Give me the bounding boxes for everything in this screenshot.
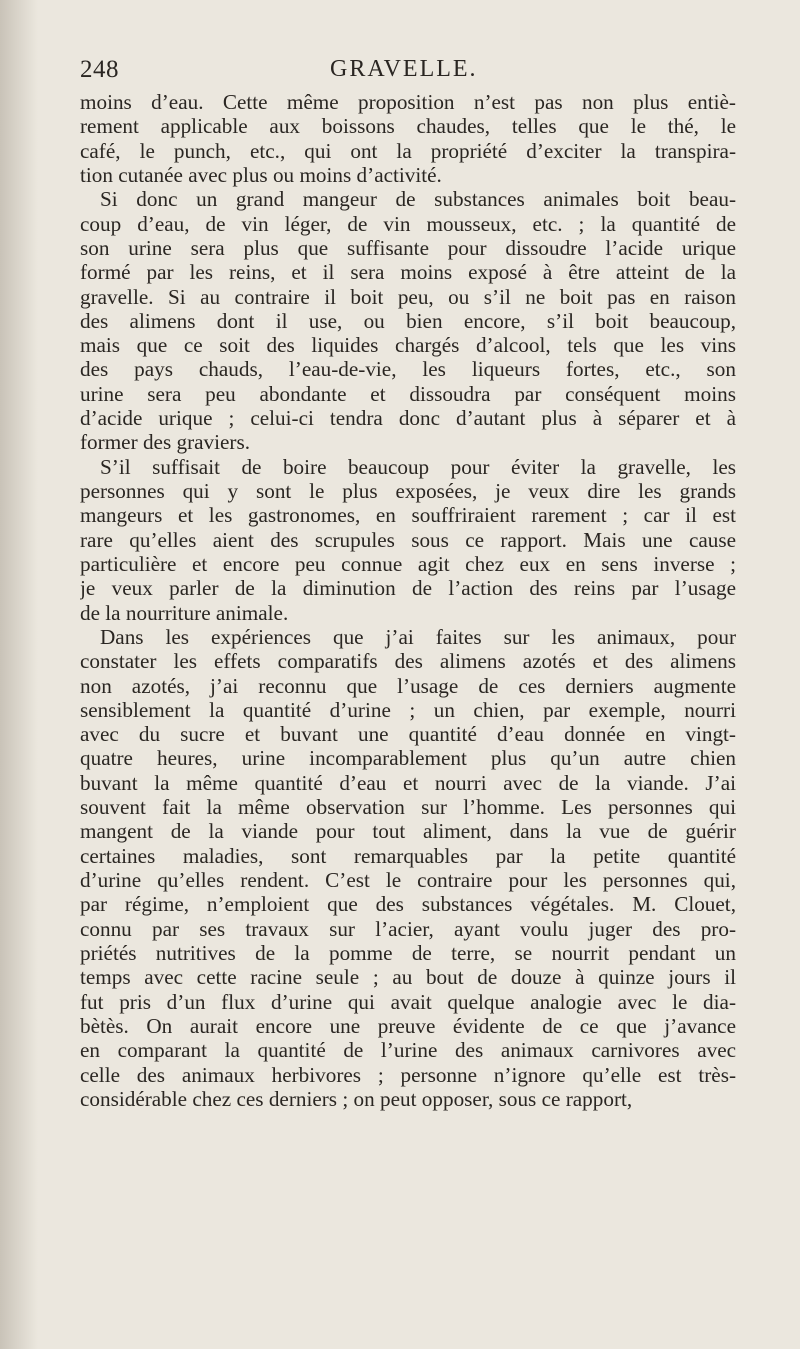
text-line: S’il suffisait de boire beaucoup pour éviter la gravelle, les (100, 454, 736, 479)
text-line: quatre heures, urine incomparablement plus qu’un autre chien (80, 746, 736, 771)
text-line: son urine sera plus que suffisante pour dissoudre l’acide urique (80, 235, 736, 260)
text-line: tion cutanée avec plus ou moins d’activité. (80, 162, 442, 187)
text-line: celle des animaux herbivores ; personne n’ignore qu’elle est très- (80, 1062, 736, 1087)
text-line: Dans les expériences que j’ai faites sur les animaux, pour (100, 624, 736, 649)
text-line: Si donc un grand mangeur de substances animales boit beau- (100, 187, 736, 212)
text-line: constater les effets comparatifs des alimens azotés et des alimens (80, 649, 736, 674)
text-line: d’acide urique ; celui-ci tendra donc d’autant plus à séparer et à (80, 406, 736, 431)
text-line: des pays chauds, l’eau-de-vie, les liqueurs fortes, etc., son (80, 357, 736, 382)
text-line: certaines maladies, sont remarquables par la petite quantité (80, 843, 736, 868)
running-title: GRAVELLE. (330, 56, 478, 82)
text-line: mangent de la viande pour tout aliment, dans la vue de guérir (80, 819, 736, 844)
paragraph (80, 187, 736, 454)
text-line: en comparant la quantité de l’urine des animaux carnivores avec (80, 1038, 736, 1063)
text-line: temps avec cette racine seule ; au bout de douze à quinze jours il (80, 965, 736, 990)
text-line: coup d’eau, de vin léger, de vin mousseux, etc. ; la quantité de (80, 211, 736, 236)
text-line: urine sera peu abondante et dissoudra par conséquent moins (80, 381, 736, 406)
text-line: gravelle. Si au contraire il boit peu, ou s’il ne boit pas en raison (80, 284, 736, 309)
text-line: priétés nutritives de la pomme de terre, se nourrit pendant un (80, 940, 736, 965)
text-line: former des graviers. (80, 430, 251, 455)
text-line: d’urine qu’elles rendent. C’est le contraire pour les personnes qui, (80, 868, 736, 892)
text-line: non azotés, j’ai reconnu que l’usage de ces derniers augmente (80, 673, 736, 698)
text-line: mangeurs et les gastronomes, en souffriraient rarement ; car il est (80, 503, 736, 528)
page-header (80, 52, 740, 90)
text-line: je veux parler de la diminution de l’action des reins par l’usage (80, 576, 736, 601)
text-line: moins d’eau. Cette même proposition n’est pas non plus entiè- (80, 90, 736, 114)
text-line: particulière et encore peu connue agit chez eux en sens inverse ; (80, 551, 736, 576)
text-line: considérable chez ces derniers ; on peut opposer, sous ce rapport, (80, 1086, 633, 1111)
text-line: de la nourriture animale. (80, 600, 289, 625)
paragraph (80, 625, 736, 1111)
text-line: rement applicable aux boissons chaudes, telles que le thé, le (80, 114, 736, 139)
text-line: connu par ses travaux sur l’acier, ayant voulu juger des pro- (80, 916, 736, 941)
paragraph (80, 90, 736, 187)
text-line: café, le punch, etc., qui ont la propriété d’exciter la transpira- (80, 138, 736, 163)
text-line: rare qu’elles aient des scrupules sous ce rapport. Mais une cause (80, 527, 736, 552)
text-line: personnes qui y sont le plus exposées, je veux dire les grands (80, 479, 736, 503)
text-line: fut pris d’un flux d’urine qui avait quelque analogie avec le dia- (80, 989, 736, 1014)
text-line: mais que ce soit des liquides chargés d’alcool, tels que les vins (80, 333, 736, 358)
text-line: des alimens dont il use, ou bien encore, s’il boit beaucoup, (80, 308, 736, 333)
text-line: bètès. On aurait encore une preuve évidente de ce que j’avance (80, 1013, 736, 1038)
body-text (80, 90, 736, 1111)
text-line: avec du sucre et buvant une quantité d’eau donnée en vingt- (80, 722, 736, 747)
text-line: formé par les reins, et il sera moins exposé à être atteint de la (80, 260, 736, 285)
text-line: sensiblement la quantité d’urine ; un chien, par exemple, nourri (80, 697, 736, 722)
text-line: buvant la même quantité d’eau et nourri avec de la viande. J’ai (80, 770, 736, 795)
text-line: par régime, n’emploient que des substances végétales. M. Clouet, (80, 892, 736, 917)
text-line: souvent fait la même observation sur l’homme. Les personnes qui (80, 795, 736, 820)
page-number: 248 (80, 56, 119, 83)
paragraph (80, 455, 736, 625)
gutter-shadow (0, 0, 38, 1349)
